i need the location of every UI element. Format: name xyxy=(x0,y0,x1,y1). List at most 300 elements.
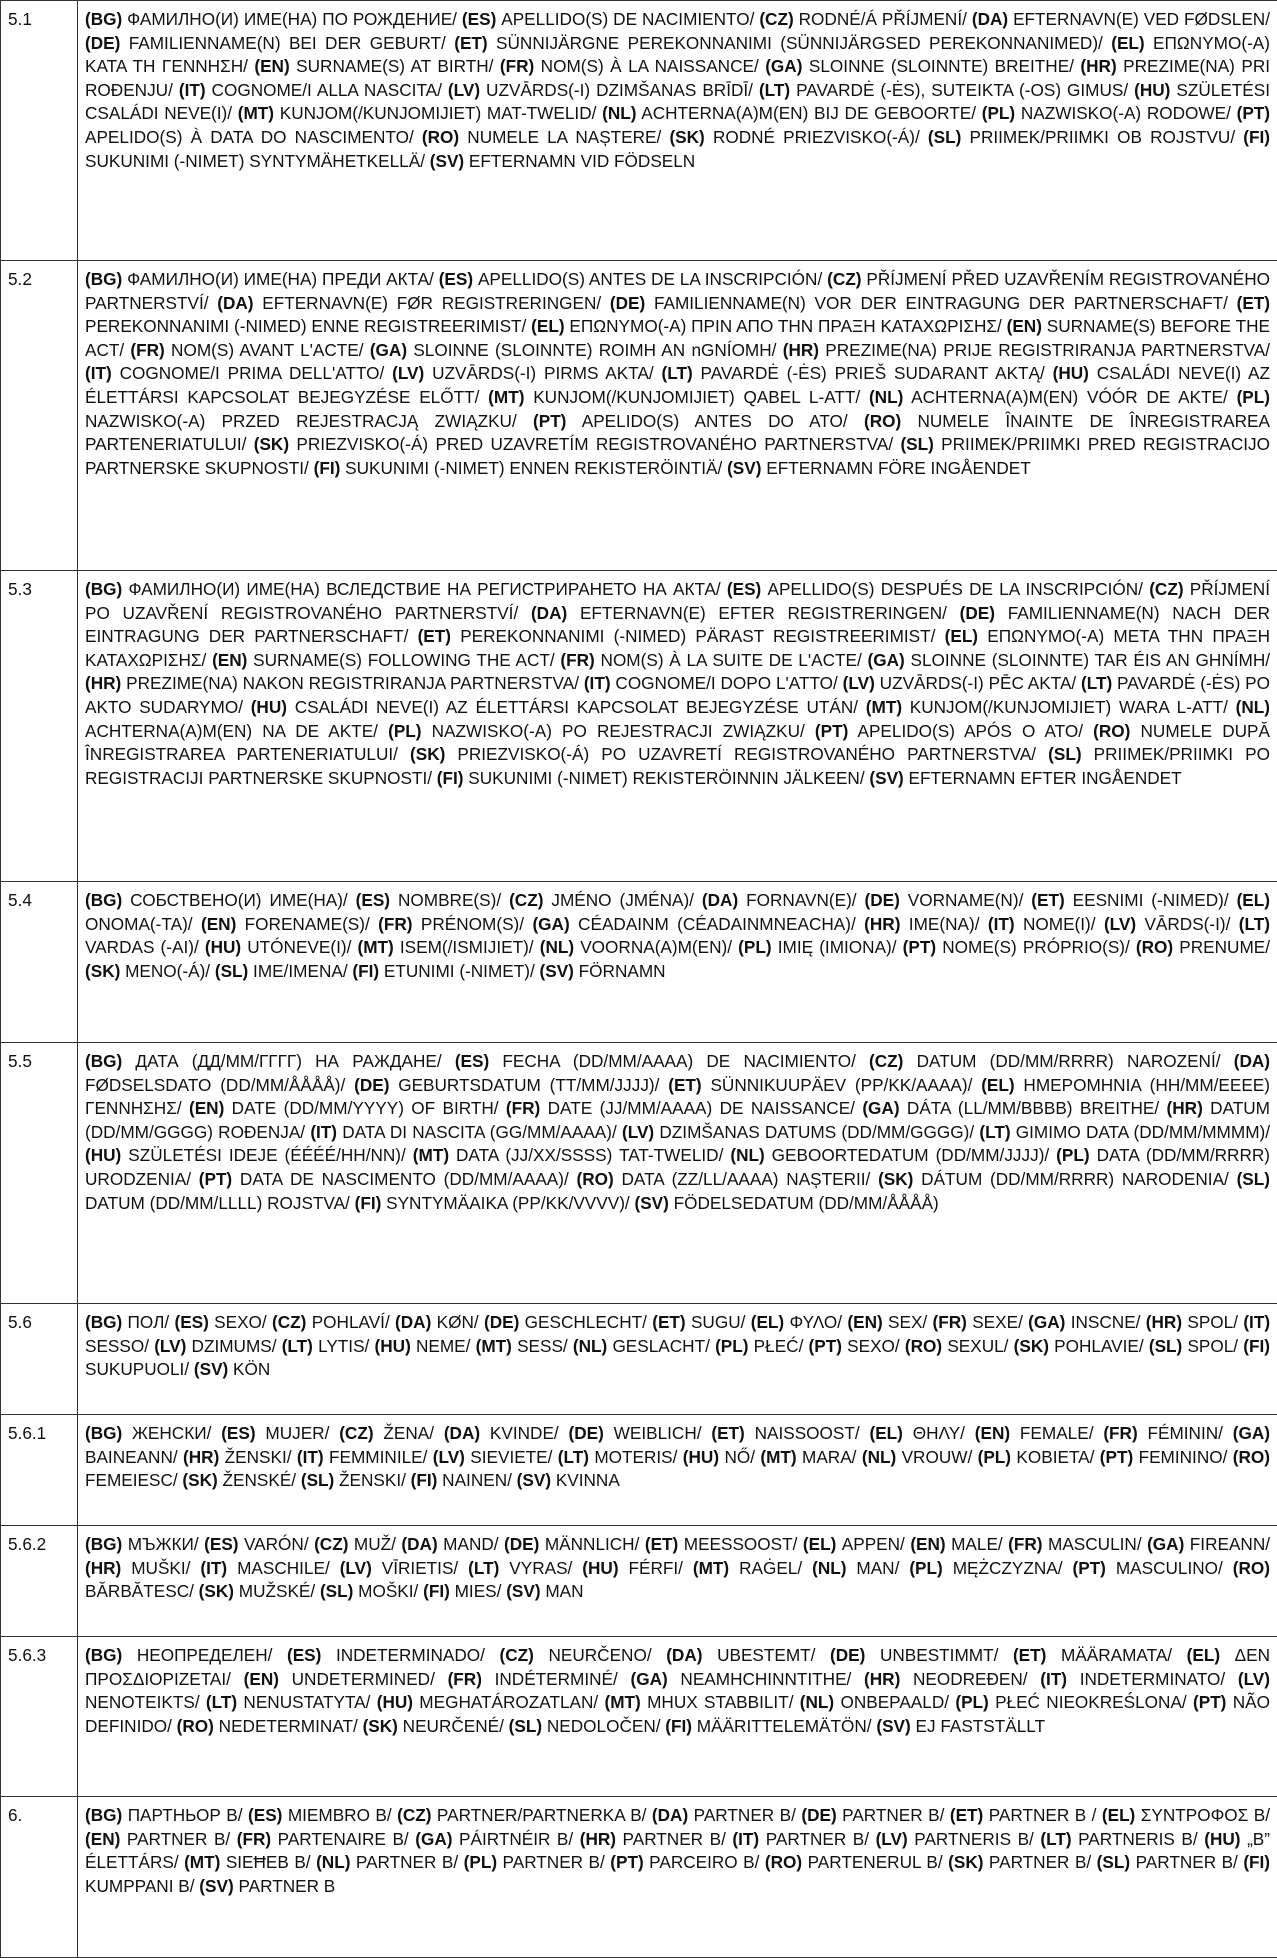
language-code: (RO) xyxy=(905,1336,942,1356)
translation-text: APELIDO(S) À DATA DO NASCIMENTO/ xyxy=(85,127,422,147)
table-row xyxy=(1,1304,1277,1415)
translation-text: NOM(S) À LA SUITE DE L'ACTE/ xyxy=(595,650,868,670)
language-code: (MT) xyxy=(760,1447,796,1467)
translation-text: PAVARDĖ (-ĖS) PO AKTO SUDARYMO/ xyxy=(85,673,1270,717)
translation-text: NAZWISKO(-A) PO REJESTRACJI ZWIĄZKU/ xyxy=(422,721,815,741)
language-code: (BG) xyxy=(85,1312,122,1332)
language-code: (ES) xyxy=(248,1805,282,1825)
language-code: (CZ) xyxy=(314,1534,348,1554)
language-code: (SV) xyxy=(876,1716,910,1736)
translation-text: ΗΜΕΡΟΜΗΝΙΑ (ΗΗ/ΜΜ/ΕΕΕΕ) ΓΕΝΝΗΣΗΣ/ xyxy=(85,1075,1270,1119)
language-code: (SL) xyxy=(215,961,248,981)
language-code: (ES) xyxy=(287,1645,321,1665)
language-code: (BG) xyxy=(85,890,122,910)
language-code: (DE) xyxy=(610,293,645,313)
translation-text: MUŽSKÉ/ xyxy=(234,1581,320,1601)
language-code: (SL) xyxy=(1097,1852,1130,1872)
language-code: (LT) xyxy=(558,1447,589,1467)
language-code: (PT) xyxy=(903,937,936,957)
language-code: (SK) xyxy=(182,1470,217,1490)
language-code: (DA) xyxy=(401,1534,437,1554)
translation-text: INSCNE/ xyxy=(1065,1312,1145,1332)
table-row xyxy=(1,1797,1277,1958)
language-code: (DE) xyxy=(830,1645,865,1665)
language-code: (FI) xyxy=(437,768,464,788)
language-code: (IT) xyxy=(85,363,112,383)
translation-text: GIMIMO DATA (DD/MM/MMMM)/ xyxy=(1011,1122,1270,1142)
translation-text: SEXUL/ xyxy=(942,1336,1014,1356)
translation-text: FEMMINILE/ xyxy=(324,1447,433,1467)
language-code: (IT) xyxy=(310,1122,337,1142)
translation-text: ACHTERNA(A)M(EN) NA DE AKTE/ xyxy=(85,721,388,741)
translation-text: DATA (ZZ/LL/AAAA) NAȘTERII/ xyxy=(614,1169,878,1189)
language-code: (SL) xyxy=(320,1581,353,1601)
language-code: (SL) xyxy=(1149,1336,1182,1356)
translation-text: EJ FASTSTÄLLT xyxy=(911,1716,1045,1736)
translation-text: MALE/ xyxy=(946,1534,1009,1554)
translation-text: APELLIDO(S) DE NACIMIENTO/ xyxy=(496,9,759,29)
translation-text: MÄÄRAMATA/ xyxy=(1046,1645,1186,1665)
row-number xyxy=(1,1304,78,1415)
translation-text: SPOL/ xyxy=(1182,1312,1243,1332)
translation-text: ФАМИЛНО(И) ИМЕ(НА) ПРЕДИ АКТА/ xyxy=(122,269,438,289)
translation-text: PARTNERIS B/ xyxy=(908,1829,1041,1849)
language-code: (LV) xyxy=(622,1122,654,1142)
translation-text: APELLIDO(S) DESPUÉS DE LA INSCRIPCIÓN/ xyxy=(761,579,1149,599)
language-code: (LV) xyxy=(448,80,480,100)
language-code: (IT) xyxy=(200,1558,227,1578)
translation-text: SLOINNE (SLOINNTE) ROIMH AN nGNÍOMH/ xyxy=(407,340,783,360)
translation-text: PARTNER B/ xyxy=(350,1852,463,1872)
language-code: (EL) xyxy=(1237,890,1270,910)
language-code: (CZ) xyxy=(1149,579,1183,599)
language-code: (IT) xyxy=(1040,1669,1067,1689)
translation-text: UZVĀRDS(-I) PIRMS AKTA/ xyxy=(424,363,661,383)
translation-text: KVINNA xyxy=(551,1470,620,1490)
translation-text: KVINDE/ xyxy=(480,1423,568,1443)
language-code: (LT) xyxy=(1040,1829,1071,1849)
language-code: (SV) xyxy=(517,1470,551,1490)
translation-text: NÃO DEFINIDO/ xyxy=(85,1692,1270,1736)
translation-text: COGNOME/I DOPO L'ATTO/ xyxy=(611,673,843,693)
language-code: (LT) xyxy=(759,80,790,100)
translation-text: PARTNER B/ xyxy=(837,1805,950,1825)
translation-text: MAN xyxy=(541,1581,584,1601)
language-code: (RO) xyxy=(1093,721,1130,741)
translation-text: VĀRDS(-I)/ xyxy=(1136,914,1239,934)
language-code: (MT) xyxy=(866,697,902,717)
table-row xyxy=(1,882,1277,1043)
translation-text: PEREKONNANIMI (-NIMED) PÄRAST REGISTREERIMIST/ xyxy=(451,626,945,646)
language-code: (ET) xyxy=(1031,890,1064,910)
translation-text: UZVĀRDS(-I) PĒC AKTA/ xyxy=(875,673,1081,693)
language-code: (SL) xyxy=(1048,744,1081,764)
language-code: (MT) xyxy=(238,103,274,123)
language-code: (GA) xyxy=(370,340,407,360)
translation-text: EFTERNAVN(E) EFTER REGISTRERINGEN/ xyxy=(567,603,959,623)
language-code: (CZ) xyxy=(869,1051,903,1071)
translation-text: MÄÄRITTELEMÄTÖN/ xyxy=(692,1716,876,1736)
language-code: (ES) xyxy=(462,9,496,29)
translation-text: PRÉNOM(S)/ xyxy=(413,914,533,934)
translation-text: PARTNER B xyxy=(234,1876,336,1896)
language-code: (PL) xyxy=(909,1558,942,1578)
translation-text: SZÜLETÉSI IDEJE (ÉÉÉÉ/HH/NN)/ xyxy=(121,1145,413,1165)
translation-text: VARDAS (-AI)/ xyxy=(85,937,205,957)
translation-text: ПОЛ/ xyxy=(122,1312,174,1332)
translation-text: SYNTYMÄAIKA (PP/KK/VVVV)/ xyxy=(381,1193,634,1213)
translation-text: ISEM(/ISMIJIET)/ xyxy=(394,937,540,957)
language-code: (FI) xyxy=(665,1716,692,1736)
language-code: (HR) xyxy=(183,1447,219,1467)
translation-text: PARTNER B/ xyxy=(688,1805,801,1825)
translation-text: PREZIME(NA) NAKON REGISTRIRANJA PARTNERSTVA/ xyxy=(121,673,584,693)
language-code: (NL) xyxy=(730,1145,764,1165)
row-number-label: 5.3 xyxy=(8,579,32,599)
language-code: (BG) xyxy=(85,579,122,599)
language-code: (NL) xyxy=(800,1692,834,1712)
language-code: (MT) xyxy=(358,937,394,957)
language-code: (LT) xyxy=(1239,914,1270,934)
translation-text: INDETERMINADO/ xyxy=(321,1645,499,1665)
translation-text: ΦΥΛΟ/ xyxy=(784,1312,847,1332)
language-code: (NL) xyxy=(1236,697,1270,717)
translation-text: ΕΠΩΝΥΜΟ(-Α) ΜΕΤΑ ΤΗΝ ΠΡΑΞΗ ΚΑΤΑΧΩΡΙΣΗΣ/ xyxy=(85,626,1270,670)
language-code: (DA) xyxy=(702,890,738,910)
language-code: (SK) xyxy=(254,434,289,454)
translation-text: MASCULIN/ xyxy=(1043,1534,1148,1554)
row-number-label: 5.2 xyxy=(8,269,32,289)
translation-text: MENO(-Á)/ xyxy=(120,961,215,981)
translation-text: GEBOORTEDATUM (DD/MM/JJJJ)/ xyxy=(765,1145,1056,1165)
language-code: (EL) xyxy=(869,1423,902,1443)
language-code: (HU) xyxy=(683,1447,719,1467)
language-code: (SV) xyxy=(506,1581,540,1601)
translation-text: POHLAVIE/ xyxy=(1049,1336,1149,1356)
translation-text: ΕΠΩΝΥΜΟ(-Α) ΠΡΙΝ ΑΠΟ ΤΗΝ ΠΡΑΞΗ ΚΑΤΑΧΩΡΙΣΗΣ/ xyxy=(565,316,1007,336)
translation-text: SPOL/ xyxy=(1182,1336,1243,1356)
translation-text: SURNAME(S) FOLLOWING THE ACT/ xyxy=(247,650,560,670)
translation-text: PEREKONNANIMI (-NIMED) ENNE REGISTREERIMIST/ xyxy=(85,316,531,336)
language-code: (HU) xyxy=(1053,363,1089,383)
translation-text: EFTERNAMN EFTER INGÅENDET xyxy=(904,768,1182,788)
row-text xyxy=(78,1304,1277,1415)
language-code: (RO) xyxy=(577,1169,614,1189)
row-number-label: 5.6.2 xyxy=(8,1534,46,1554)
language-code: (FR) xyxy=(506,1098,540,1118)
language-code: (ES) xyxy=(455,1051,489,1071)
language-code: (SK) xyxy=(410,744,445,764)
language-code: (DA) xyxy=(395,1312,431,1332)
table-row xyxy=(1,1,1277,261)
language-code: (IT) xyxy=(988,914,1015,934)
translation-text: MIEMBRO B/ xyxy=(282,1805,397,1825)
translation-text: SÜNNIKUUPÄEV (PP/KK/AAAA)/ xyxy=(702,1075,982,1095)
language-code: (BG) xyxy=(85,1423,122,1443)
translation-text: GESCHLECHT/ xyxy=(519,1312,652,1332)
language-code: (EN) xyxy=(254,56,289,76)
translation-text: COGNOME/I ALLA NASCITA/ xyxy=(206,80,448,100)
language-code: (DA) xyxy=(652,1805,688,1825)
language-code: (HR) xyxy=(1167,1098,1203,1118)
language-code: (SV) xyxy=(194,1359,228,1379)
language-code: (FR) xyxy=(1008,1534,1042,1554)
translation-text: KÖN xyxy=(228,1359,270,1379)
translation-text: NOMBRE(S)/ xyxy=(390,890,509,910)
translation-text: FIREANN/ xyxy=(1184,1534,1270,1554)
translation-text: PRIEZVISKO(-Á) PRED UZAVRETÍM REGISTROVANÉHO PARTNERSTVA/ xyxy=(289,434,900,454)
language-code: (FR) xyxy=(378,914,412,934)
translation-text: COGNOME/I PRIMA DELL'ATTO/ xyxy=(112,363,392,383)
row-number-label: 5.4 xyxy=(8,890,32,910)
translation-text: EESNIMI (-NIMED)/ xyxy=(1065,890,1237,910)
language-code: (EN) xyxy=(85,1829,120,1849)
language-code: (NL) xyxy=(602,103,636,123)
language-code: (FR) xyxy=(448,1669,482,1689)
language-code: (EN) xyxy=(189,1098,224,1118)
language-code: (HR) xyxy=(783,340,819,360)
language-code: (MT) xyxy=(605,1692,641,1712)
language-code: (RO) xyxy=(177,1716,214,1736)
language-code: (FR) xyxy=(130,340,164,360)
translation-text: NEDOLOČEN/ xyxy=(542,1716,665,1736)
language-code: (RO) xyxy=(765,1852,802,1872)
language-code: (ES) xyxy=(727,579,761,599)
row-text xyxy=(78,1,1277,261)
translation-text: NEME/ xyxy=(411,1336,476,1356)
translation-text: NUMELE DUPĂ ÎNREGISTRAREA PARTENERIATULUI/ xyxy=(85,721,1270,765)
language-code: (MT) xyxy=(413,1145,449,1165)
translation-text: SURNAME(S) AT BIRTH/ xyxy=(290,56,500,76)
translation-text: UZVĀRDS(-I) DZIMŠANAS BRĪDĪ/ xyxy=(480,80,759,100)
translation-text: NUMELE LA NAȘTERE/ xyxy=(459,127,669,147)
language-code: (SK) xyxy=(85,961,120,981)
language-code: (HR) xyxy=(85,1558,121,1578)
translation-text: MUŽ/ xyxy=(348,1534,401,1554)
language-code: (FR) xyxy=(1103,1423,1137,1443)
language-code: (FI) xyxy=(411,1470,438,1490)
language-code: (SK) xyxy=(199,1581,234,1601)
language-code: (PL) xyxy=(982,103,1015,123)
translation-text: PREZIME(NA) PRIJE REGISTRIRANJA PARTNERSTVA/ xyxy=(819,340,1270,360)
translation-text: СОБСТВЕНО(И) ИМЕ(НА)/ xyxy=(122,890,355,910)
translation-text: МЪЖКИ/ xyxy=(122,1534,204,1554)
language-code: (SV) xyxy=(634,1193,668,1213)
translation-text: PÁIRTNÉIR B/ xyxy=(452,1829,579,1849)
translation-text: ACHTERNA(A)M(EN) BIJ DE GEBOORTE/ xyxy=(636,103,981,123)
translation-text: VORNAME(N)/ xyxy=(900,890,1031,910)
row-number xyxy=(1,1,78,261)
translation-text: BĂRBĂTESC/ xyxy=(85,1581,199,1601)
translation-text: MASCHILE/ xyxy=(227,1558,340,1578)
language-code: (PT) xyxy=(1193,1692,1226,1712)
translation-text: MASCULINO/ xyxy=(1106,1558,1233,1578)
language-code: (PT) xyxy=(1072,1558,1105,1578)
language-code: (MT) xyxy=(184,1852,220,1872)
translation-text: EFTERNAMN FÖRE INGÅENDET xyxy=(761,458,1030,478)
translation-text: MOTERIS/ xyxy=(589,1447,683,1467)
language-code: (FR) xyxy=(933,1312,967,1332)
language-code: (EL) xyxy=(1187,1645,1220,1665)
language-code: (LT) xyxy=(979,1122,1010,1142)
translation-text: DZIMŠANAS DATUMS (DD/MM/GGGG)/ xyxy=(654,1122,979,1142)
row-number xyxy=(1,1797,78,1958)
translation-text: PRIEZVISKO(-Á) PO UZAVRETÍ REGISTROVANÉHO PARTNERSTVA/ xyxy=(445,744,1048,764)
translation-text: SUKUNIMI (-NIMET) SYNTYMÄHETKELLÄ/ xyxy=(85,151,430,171)
language-code: (CZ) xyxy=(397,1805,431,1825)
translation-text: ΔΕΝ ΠΡΟΣΔΙΟΡΙΖΕΤΑΙ/ xyxy=(85,1645,1270,1689)
translation-text: ФАМИЛНО(И) ИМЕ(НА) ПО РОЖДЕНИЕ/ xyxy=(122,9,462,29)
translation-text: POHLAVÍ/ xyxy=(306,1312,395,1332)
language-code: (NL) xyxy=(316,1852,350,1872)
translation-text: VARÓN/ xyxy=(239,1534,315,1554)
translation-text: DATA DE NASCIMENTO (DD/MM/AAAA)/ xyxy=(232,1169,576,1189)
language-code: (ES) xyxy=(221,1423,255,1443)
translation-text: IME(NA)/ xyxy=(900,914,987,934)
translation-text: EFTERNAVN(E) VED FØDSLEN/ xyxy=(1008,9,1270,29)
language-code: (ET) xyxy=(652,1312,685,1332)
translation-text: DATUM (DD/MM/GGGG) ROĐENJA/ xyxy=(85,1098,1270,1142)
language-code: (HU) xyxy=(1204,1829,1240,1849)
language-code: (GA) xyxy=(1028,1312,1065,1332)
row-number xyxy=(1,882,78,1043)
language-code: (FI) xyxy=(1243,1336,1270,1356)
language-code: (ES) xyxy=(204,1534,238,1554)
language-code: (NL) xyxy=(869,387,903,407)
language-code: (HR) xyxy=(864,914,900,934)
translation-text: APELIDO(S) APÓS O ATO/ xyxy=(848,721,1093,741)
translation-text: IMIĘ (IMIONA)/ xyxy=(772,937,903,957)
language-code: (ET) xyxy=(950,1805,983,1825)
translation-text: ONBEPAALD/ xyxy=(834,1692,955,1712)
translation-text: SEXO/ xyxy=(842,1336,905,1356)
translation-text: DÁTA (LL/MM/BBBB) BREITHE/ xyxy=(900,1098,1167,1118)
language-code: (HU) xyxy=(85,1145,121,1165)
translation-text: IME/IMENA/ xyxy=(248,961,352,981)
language-code: (EN) xyxy=(847,1312,882,1332)
language-code: (LV) xyxy=(392,363,424,383)
language-code: (DE) xyxy=(354,1075,389,1095)
translation-text: PARTNER B/ xyxy=(120,1829,236,1849)
language-code: (BG) xyxy=(85,269,122,289)
row-text xyxy=(78,1637,1277,1797)
row-number xyxy=(1,1526,78,1637)
translation-text: NAZWISKO(-A) PRZED REJESTRACJĄ ZWIĄZKU/ xyxy=(85,411,533,431)
translation-text: PARTNER B/ xyxy=(759,1829,875,1849)
table-row xyxy=(1,1637,1277,1797)
translation-text: DÁTUM (DD/MM/RRRR) NARODENIA/ xyxy=(913,1169,1236,1189)
language-code: (HR) xyxy=(85,673,121,693)
translation-text: INDÉTERMINÉ/ xyxy=(482,1669,631,1689)
language-code: (DA) xyxy=(1234,1051,1270,1071)
translation-text: EFTERNAVN(E) FØR REGISTRERINGEN/ xyxy=(254,293,610,313)
language-code: (LV) xyxy=(340,1558,372,1578)
translation-text: PARTNER B/ xyxy=(983,1852,1096,1872)
row-number xyxy=(1,261,78,571)
translation-text: DATA (JJ/XX/SSSS) TAT-TWELID/ xyxy=(449,1145,730,1165)
language-code: (ET) xyxy=(711,1423,744,1443)
language-code: (ET) xyxy=(418,626,451,646)
translation-text: SUKUNIMI (-NIMET) ENNEN REKISTERÖINTIÄ/ xyxy=(340,458,727,478)
translation-text: NEURČENÉ/ xyxy=(398,1716,509,1736)
translation-text: MARA/ xyxy=(797,1447,862,1467)
translation-text: VĪRIETIS/ xyxy=(372,1558,468,1578)
translation-text: DATE (DD/MM/YYYY) OF BIRTH/ xyxy=(224,1098,506,1118)
translation-text: RAĠEL/ xyxy=(729,1558,812,1578)
translation-text: NOME(I)/ xyxy=(1015,914,1104,934)
translation-text: APELIDO(S) ANTES DO ATO/ xyxy=(566,411,864,431)
translation-text: SUGU/ xyxy=(686,1312,751,1332)
language-code: (EN) xyxy=(212,650,247,670)
translation-text: ΟΝΟΜΑ(-ΤΑ)/ xyxy=(85,914,201,934)
language-code: (CZ) xyxy=(759,9,793,29)
translation-text: ŽENSKÉ/ xyxy=(218,1470,301,1490)
translation-text: FØDSELSDATO (DD/MM/ÅÅÅÅ)/ xyxy=(85,1075,354,1095)
language-code: (PT) xyxy=(1100,1447,1133,1467)
translation-text: NENUSTATYTA/ xyxy=(237,1692,377,1712)
language-code: (HR) xyxy=(580,1829,616,1849)
row-text xyxy=(78,882,1277,1043)
language-code: (PL) xyxy=(464,1852,497,1872)
translation-text: NAINEN/ xyxy=(437,1470,516,1490)
language-code: (HU) xyxy=(1134,80,1170,100)
language-code: (MT) xyxy=(476,1336,512,1356)
row-text xyxy=(78,261,1277,571)
language-code: (PT) xyxy=(1237,103,1270,123)
language-code: (HR) xyxy=(1146,1312,1182,1332)
translation-text: MĘŻCZYZNA/ xyxy=(943,1558,1073,1578)
translation-text: MHUX STABBILIT/ xyxy=(641,1692,800,1712)
language-code: (SV) xyxy=(727,458,761,478)
language-code: (BG) xyxy=(85,1805,122,1825)
translation-text: PARTNER B/ xyxy=(1130,1852,1243,1872)
language-code: (SK) xyxy=(669,127,704,147)
translation-text: FORNAVN(E)/ xyxy=(738,890,864,910)
translation-text: PARCEIRO B/ xyxy=(644,1852,765,1872)
translation-text: MOŠKI/ xyxy=(353,1581,423,1601)
language-code: (GA) xyxy=(630,1669,667,1689)
language-code: (BG) xyxy=(85,9,122,29)
language-code: (SK) xyxy=(948,1852,983,1872)
language-code: (DA) xyxy=(444,1423,480,1443)
translation-text: ПАРТНЬОР В/ xyxy=(122,1805,248,1825)
language-code: (PL) xyxy=(388,721,421,741)
language-code: (FI) xyxy=(423,1581,450,1601)
language-code: (EL) xyxy=(751,1312,784,1332)
translation-text: MEGHATÁROZATLAN/ xyxy=(413,1692,605,1712)
translation-text: PRIIMEK/PRIIMKI OB ROJSTVU/ xyxy=(961,127,1243,147)
row-text xyxy=(78,1043,1277,1304)
language-code: (EL) xyxy=(981,1075,1014,1095)
translation-text: ΣΥΝΤΡΟΦΟΣ Β/ xyxy=(1135,1805,1270,1825)
language-code: (NL) xyxy=(862,1447,896,1467)
language-code: (NL) xyxy=(540,937,574,957)
language-code: (SV) xyxy=(199,1876,233,1896)
translation-text: PRENUME/ xyxy=(1173,937,1270,957)
translation-text: BAINEANN/ xyxy=(85,1447,183,1467)
translation-text: SZÜLETÉSI CSALÁDI NEVE(I)/ xyxy=(85,80,1270,124)
language-code: (IT) xyxy=(297,1447,324,1467)
language-code: (RO) xyxy=(864,411,901,431)
language-code: (SV) xyxy=(430,151,464,171)
translation-text: INDETERMINATO/ xyxy=(1067,1669,1238,1689)
row-number-label: 5.1 xyxy=(8,9,32,29)
form-body xyxy=(1,1,1277,1958)
row-number-label: 5.6.1 xyxy=(8,1423,46,1443)
translation-text: ETUNIMI (-NIMET)/ xyxy=(379,961,539,981)
translation-text: ŽENSKI/ xyxy=(334,1470,410,1490)
translation-text: SLOINNE (SLOINNTE) BREITHE/ xyxy=(802,56,1080,76)
